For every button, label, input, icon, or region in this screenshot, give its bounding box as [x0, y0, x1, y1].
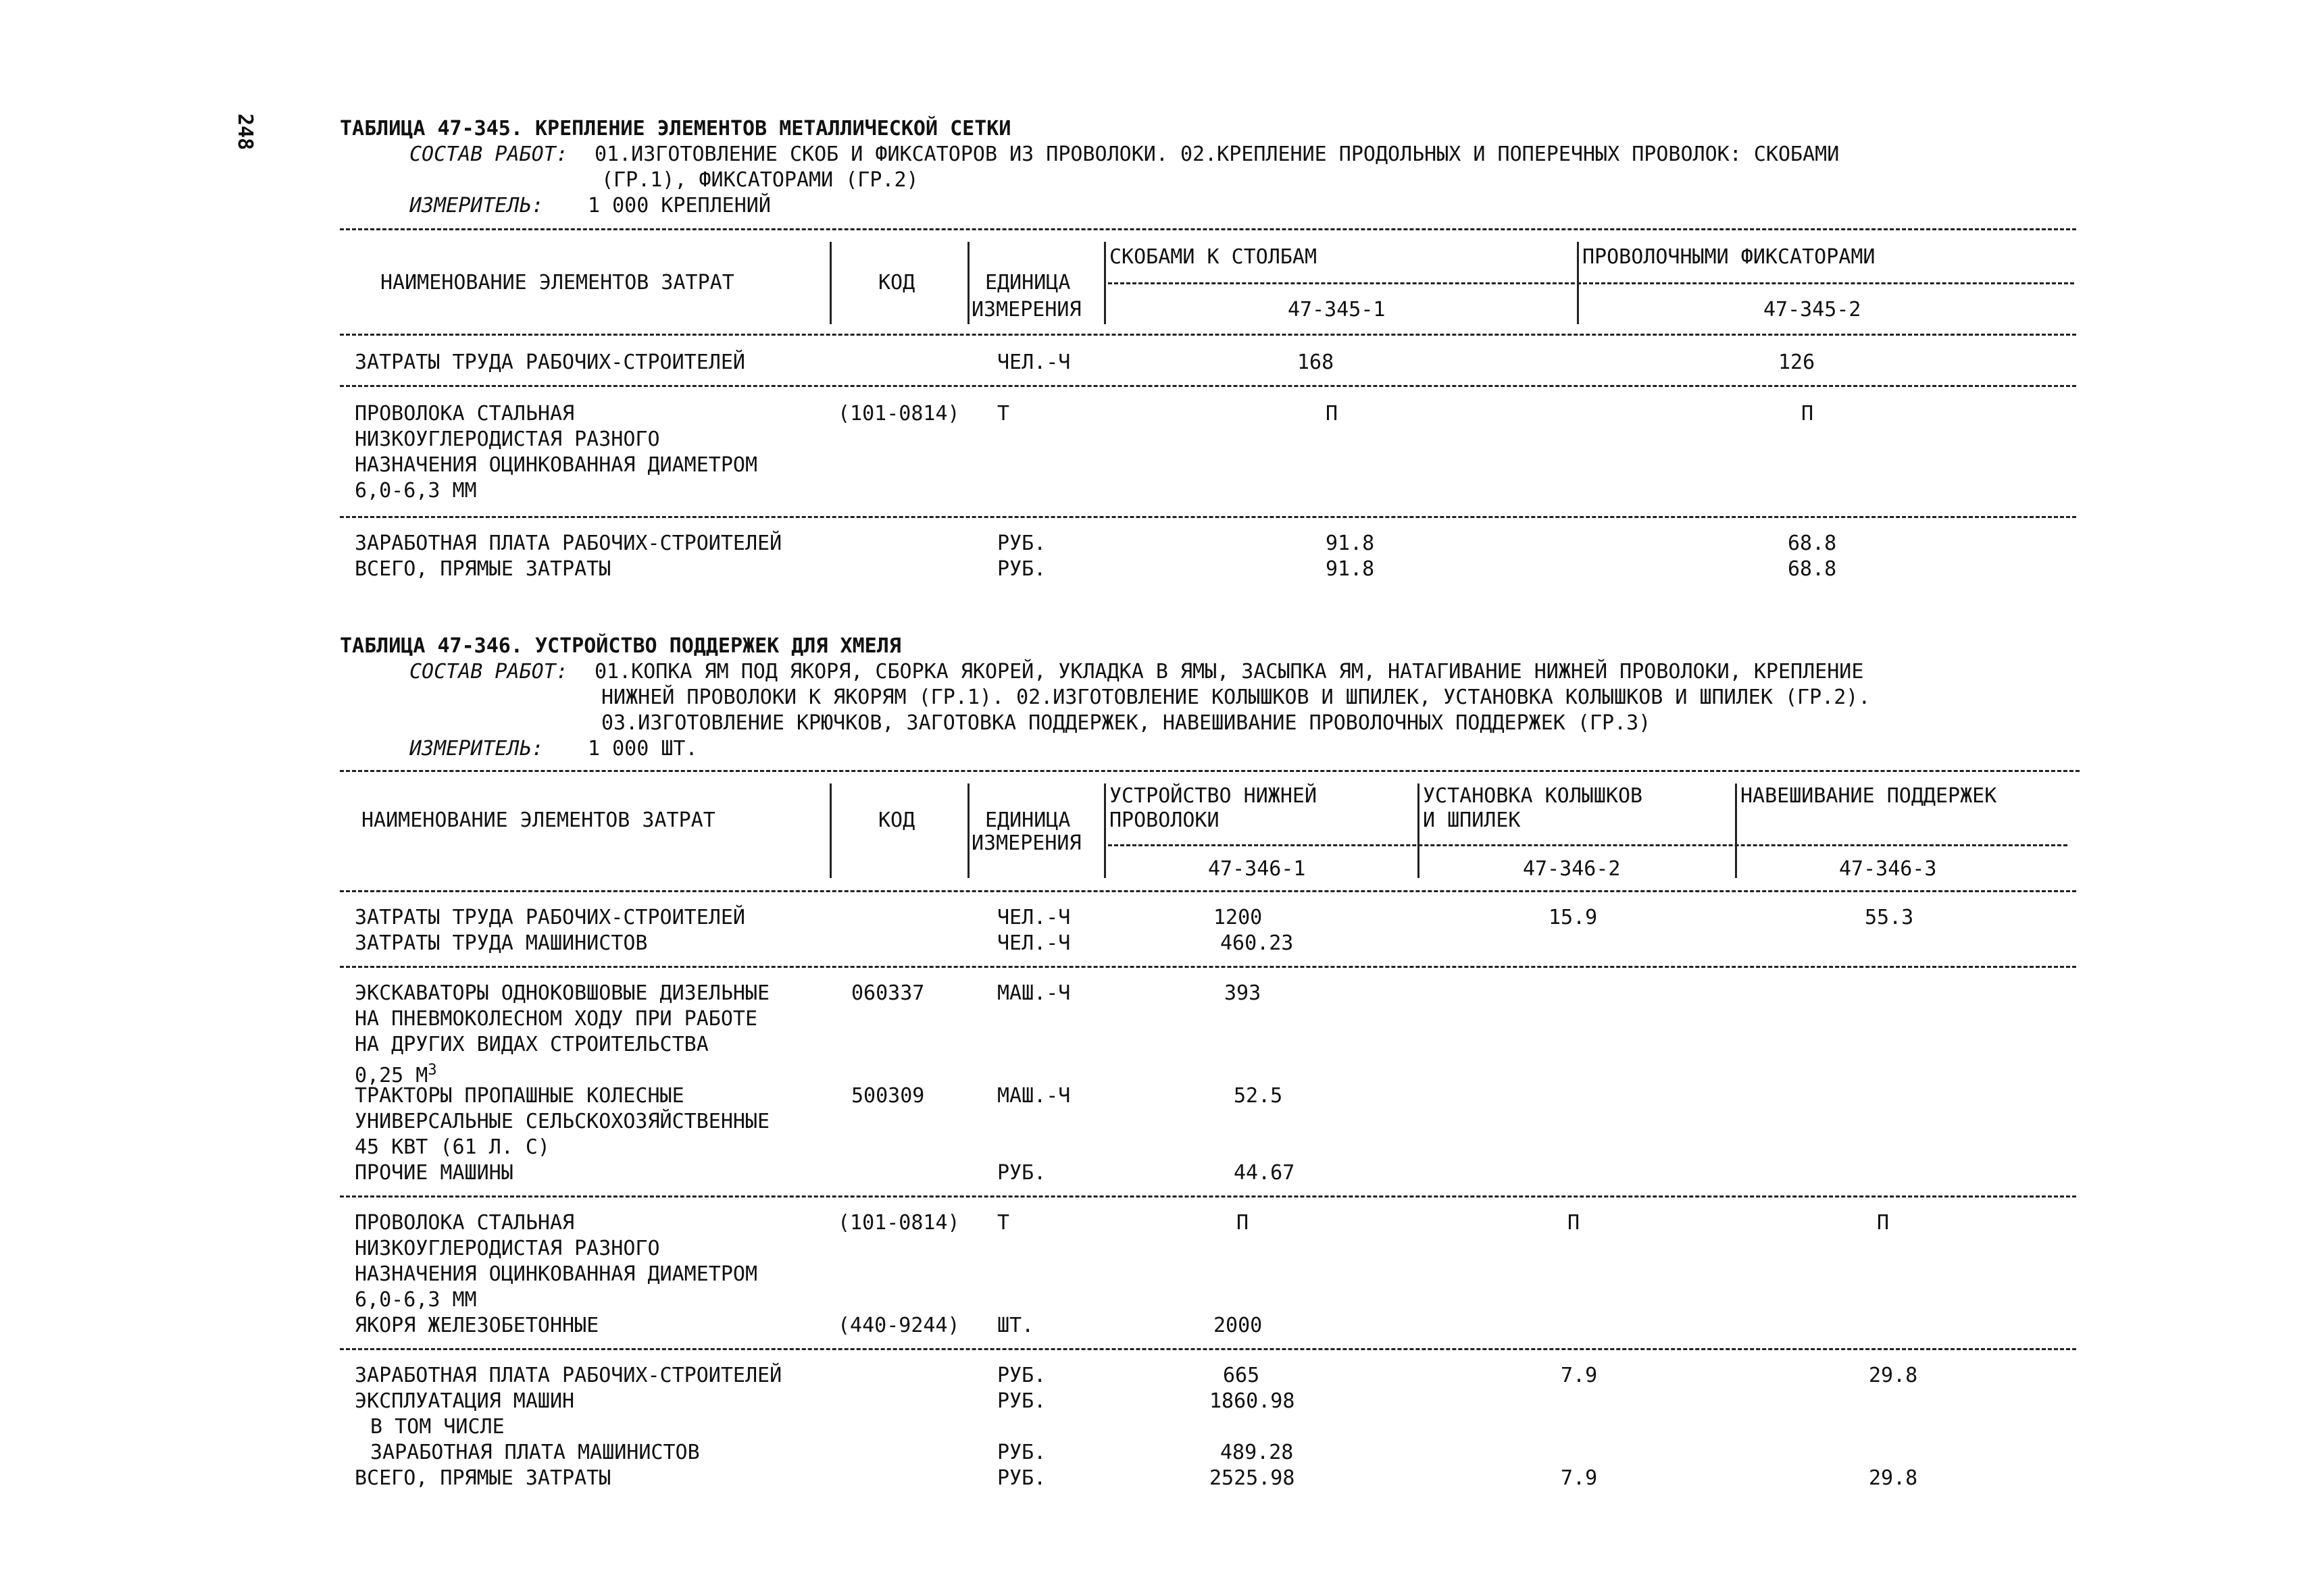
table1-work-label: СОСТАВ РАБОТ: — [409, 143, 568, 166]
table2-excavator-unit: МАШ.-Ч — [997, 981, 1071, 1005]
table1-header-code: КОД — [878, 271, 915, 294]
table1-labor-v1: 168 — [1297, 351, 1334, 374]
table1-measure-value: 1 000 КРЕПЛЕНИЙ — [588, 194, 771, 217]
table2-other-machines-v1: 44.67 — [1234, 1161, 1295, 1185]
table2-anchor-v1: 2000 — [1213, 1314, 1263, 1337]
table1-header-unit-2: ИЗМЕРЕНИЯ — [972, 298, 1082, 321]
table2-labor-v2: 15.9 — [1549, 906, 1598, 929]
table2-tractor-code: 500309 — [851, 1084, 925, 1108]
table1-labor-unit: ЧЕЛ.-Ч — [997, 351, 1071, 374]
table2-wage-unit: РУБ. — [997, 1364, 1047, 1387]
table1-total-v2: 68.8 — [1788, 557, 1837, 581]
table2-mach-labor-name: ЗАТРАТЫ ТРУДА МАШИНИСТОВ — [355, 931, 648, 955]
table2-row-rule — [340, 966, 2076, 968]
table2-machine-expense-name: ЭКСПЛУАТАЦИЯ МАШИН — [355, 1389, 575, 1413]
table1-title: ТАБЛИЦА 47-345. КРЕПЛЕНИЕ ЭЛЕМЕНТОВ МЕТАЛЛИЧЕСКОЙ СЕТКИ — [340, 117, 1011, 140]
table2-tractor-line-3: 45 КВТ (61 Л. С) — [355, 1135, 550, 1159]
table1-top-rule — [340, 228, 2076, 230]
table2-total-name: ВСЕГО, ПРЯМЫЕ ЗАТРАТЫ — [355, 1466, 611, 1490]
table2-col-divider — [1417, 783, 1419, 878]
table2-tractor-line-1: ТРАКТОРЫ ПРОПАШНЫЕ КОЛЕСНЫЕ — [355, 1084, 684, 1108]
table1-labor-v2: 126 — [1778, 351, 1815, 374]
table2-other-machines-name: ПРОЧИЕ МАШИНЫ — [355, 1161, 513, 1185]
table2-wire-v1: П — [1236, 1211, 1249, 1235]
table2-other-machines-unit: РУБ. — [997, 1161, 1047, 1185]
table2-excavator-line-3: НА ДРУГИХ ВИДАХ СТРОИТЕЛЬСТВА — [355, 1033, 709, 1056]
table2-total-v1: 2525.98 — [1209, 1466, 1295, 1490]
table1-col-divider — [1104, 242, 1106, 324]
table2-wire-code: (101-0814) — [838, 1211, 960, 1235]
table2-excavator-size-superscript: 3 — [428, 1062, 437, 1079]
table2-measure-label: ИЗМЕРИТЕЛЬ: — [409, 737, 544, 761]
table2-wire-line-2: НИЗКОУГЛЕРОДИСТАЯ РАЗНОГО — [355, 1237, 660, 1260]
table2-wire-line-4: 6,0-6,3 ММ — [355, 1288, 477, 1312]
table2-header-col3: 47-346-3 — [1839, 857, 1937, 881]
table2-wire-line-3: НАЗНАЧЕНИЯ ОЦИНКОВАННАЯ ДИАМЕТРОМ — [355, 1262, 758, 1286]
table2-labor-v3: 55.3 — [1865, 906, 1914, 929]
table2-wage-v3: 29.8 — [1869, 1364, 1918, 1387]
table2-header-unit-1: ЕДИНИЦА — [985, 808, 1071, 832]
table2-row-rule — [340, 1195, 2076, 1198]
table2-wage-name: ЗАРАБОТНАЯ ПЛАТА РАБОЧИХ-СТРОИТЕЛЕЙ — [355, 1364, 782, 1387]
table2-title: ТАБЛИЦА 47-346. УСТРОЙСТВО ПОДДЕРЖЕК ДЛЯ ХМЕЛЯ — [340, 634, 901, 658]
table1-header-sub-rule — [1108, 282, 2074, 284]
table2-anchor-unit: ШТ. — [997, 1314, 1034, 1337]
table2-col-divider — [1104, 783, 1106, 878]
table2-anchor-code: (440-9244) — [838, 1314, 960, 1337]
table2-total-v3: 29.8 — [1869, 1466, 1918, 1490]
table2-mach-labor-unit: ЧЕЛ.-Ч — [997, 931, 1071, 955]
table2-header-col2: 47-346-2 — [1523, 857, 1621, 881]
table2-work-line-2: НИЖНЕЙ ПРОВОЛОКИ К ЯКОРЯМ (ГР.1). 02.ИЗГОТОВЛЕНИЕ КОЛЫШКОВ И ШПИЛЕК, УСТАНОВКА КОЛЫШКОВ И ШПИЛЕК (ГР.2). — [601, 686, 1871, 709]
table2-wire-unit: Т — [997, 1211, 1010, 1235]
table2-wage-v2: 7.9 — [1561, 1364, 1598, 1387]
table1-header-group2: ПРОВОЛОЧНЫМИ ФИКСАТОРАМИ — [1582, 245, 1876, 269]
table2-labor-unit: ЧЕЛ.-Ч — [997, 906, 1071, 929]
table1-header-name: НАИМЕНОВАНИЕ ЭЛЕМЕНТОВ ЗАТРАТ — [380, 271, 734, 294]
table2-machine-expense-unit: РУБ. — [997, 1389, 1047, 1413]
table2-header-unit-2: ИЗМЕРЕНИЯ — [972, 831, 1082, 855]
table1-wage-unit: РУБ. — [997, 532, 1047, 555]
table2-wage-v1: 665 — [1223, 1364, 1260, 1387]
table1-work-line-2: (ГР.1), ФИКСАТОРАМИ (ГР.2) — [601, 168, 919, 192]
page-number: 248 — [233, 113, 257, 151]
table2-excavator-v1: 393 — [1224, 981, 1261, 1005]
table1-wire-line-2: НИЗКОУГЛЕРОДИСТАЯ РАЗНОГО — [355, 428, 660, 451]
table2-col-divider — [1735, 783, 1737, 878]
table2-row-rule — [340, 1348, 2076, 1350]
table2-header-group1-a: УСТРОЙСТВО НИЖНЕЙ — [1109, 784, 1317, 808]
table2-work-line-3: 03.ИЗГОТОВЛЕНИЕ КРЮЧКОВ, ЗАГОТОВКА ПОДДЕРЖЕК, НАВЕШИВАНИЕ ПРОВОЛОЧНЫХ ПОДДЕРЖЕК (ГР.3) — [601, 711, 1651, 735]
table2-machinist-wage-name: ЗАРАБОТНАЯ ПЛАТА МАШИНИСТОВ — [370, 1441, 700, 1464]
table2-labor-v1: 1200 — [1213, 906, 1263, 929]
table1-row-rule — [340, 516, 2076, 518]
table2-header-rule — [340, 890, 2076, 892]
table2-header-code: КОД — [878, 808, 915, 832]
table1-row-rule — [340, 385, 2076, 387]
table2-machinist-wage-unit: РУБ. — [997, 1441, 1047, 1464]
table2-header-group3: НАВЕШИВАНИЕ ПОДДЕРЖЕК — [1740, 784, 1997, 808]
table2-header-name: НАИМЕНОВАНИЕ ЭЛЕМЕНТОВ ЗАТРАТ — [361, 808, 715, 832]
table2-tractor-v1: 52.5 — [1234, 1084, 1283, 1108]
table2-excavator-line-2: НА ПНЕВМОКОЛЕСНОМ ХОДУ ПРИ РАБОТЕ — [355, 1007, 758, 1031]
table1-wire-v2: П — [1801, 402, 1814, 426]
table2-anchor-name: ЯКОРЯ ЖЕЛЕЗОБЕТОННЫЕ — [355, 1314, 599, 1337]
table1-total-unit: РУБ. — [997, 557, 1047, 581]
table2-col-divider — [967, 783, 970, 878]
table2-tractor-line-2: УНИВЕРСАЛЬНЫЕ СЕЛЬСКОХОЗЯЙСТВЕННЫЕ — [355, 1110, 770, 1133]
table1-col-divider — [830, 242, 832, 324]
table2-total-unit: РУБ. — [997, 1466, 1047, 1490]
table2-tractor-unit: МАШ.-Ч — [997, 1084, 1071, 1108]
table2-header-col1: 47-346-1 — [1208, 857, 1306, 881]
table2-excavator-line-1: ЭКСКАВАТОРЫ ОДНОКОВШОВЫЕ ДИЗЕЛЬНЫЕ — [355, 981, 770, 1005]
table2-wire-line-1: ПРОВОЛОКА СТАЛЬНАЯ — [355, 1211, 575, 1235]
table1-col-divider — [967, 242, 970, 324]
table2-top-rule — [340, 770, 2080, 772]
table1-header-rule — [340, 334, 2076, 336]
table2-machine-expense-v1: 1860.98 — [1209, 1389, 1295, 1413]
table1-wire-line-1: ПРОВОЛОКА СТАЛЬНАЯ — [355, 402, 575, 426]
table2-wire-v2: П — [1567, 1211, 1580, 1235]
table2-mach-labor-v1: 460.23 — [1220, 931, 1294, 955]
table1-header-col2: 47-345-2 — [1763, 298, 1861, 321]
table1-header-unit-1: ЕДИНИЦА — [985, 271, 1071, 294]
table2-header-group1-b: ПРОВОЛОКИ — [1109, 808, 1219, 832]
table1-wage-v2: 68.8 — [1788, 532, 1837, 555]
table1-work-line-1: 01.ИЗГОТОВЛЕНИЕ СКОБ И ФИКСАТОРОВ ИЗ ПРОВОЛОКИ. 02.КРЕПЛЕНИЕ ПРОДОЛЬНЫХ И ПОПЕРЕЧНЫХ ПРОВОЛОК: СКОБАМИ — [595, 143, 1840, 166]
table2-excavator-size: 0,25 $М^3$ — [355, 1062, 437, 1087]
table2-machinist-wage-v1: 489.28 — [1220, 1441, 1294, 1464]
table2-header-group2-a: УСТАНОВКА КОЛЫШКОВ — [1423, 784, 1643, 808]
table1-measure-label: ИЗМЕРИТЕЛЬ: — [409, 194, 544, 217]
table2-total-v2: 7.9 — [1561, 1466, 1598, 1490]
table2-labor-name: ЗАТРАТЫ ТРУДА РАБОЧИХ-СТРОИТЕЛЕЙ — [355, 906, 745, 929]
table2-header-group2-b: И ШПИЛЕК — [1423, 808, 1521, 832]
table1-wire-line-3: НАЗНАЧЕНИЯ ОЦИНКОВАННАЯ ДИАМЕТРОМ — [355, 453, 758, 477]
table1-wire-v1: П — [1326, 402, 1338, 426]
table1-wire-unit: Т — [997, 402, 1010, 426]
table2-work-line-1: 01.КОПКА ЯМ ПОД ЯКОРЯ, СБОРКА ЯКОРЕЙ, УКЛАДКА В ЯМЫ, ЗАСЫПКА ЯМ, НАТАГИВАНИЕ НИЖНЕЙ ПРОВОЛОКИ, КРЕПЛЕНИЕ — [595, 660, 1864, 684]
table1-wage-v1: 91.8 — [1326, 532, 1375, 555]
table1-header-col1: 47-345-1 — [1288, 298, 1386, 321]
table2-header-sub-rule — [1108, 844, 2067, 846]
table1-labor-name: ЗАТРАТЫ ТРУДА РАБОЧИХ-СТРОИТЕЛЕЙ — [355, 351, 745, 374]
table2-measure-value: 1 000 ШТ. — [588, 737, 698, 761]
table1-total-v1: 91.8 — [1326, 557, 1375, 581]
table2-excavator-code: 060337 — [851, 981, 925, 1005]
table1-wage-name: ЗАРАБОТНАЯ ПЛАТА РАБОЧИХ-СТРОИТЕЛЕЙ — [355, 532, 782, 555]
table2-including-label: В ТОМ ЧИСЛЕ — [370, 1415, 505, 1439]
table2-col-divider — [830, 783, 832, 878]
table1-wire-line-4: 6,0-6,3 ММ — [355, 479, 477, 503]
table2-wire-v3: П — [1877, 1211, 1890, 1235]
table1-total-name: ВСЕГО, ПРЯМЫЕ ЗАТРАТЫ — [355, 557, 611, 581]
table1-wire-code: (101-0814) — [838, 402, 960, 426]
table1-header-group1: СКОБАМИ К СТОЛБАМ — [1109, 245, 1317, 269]
table2-work-label: СОСТАВ РАБОТ: — [409, 660, 568, 684]
